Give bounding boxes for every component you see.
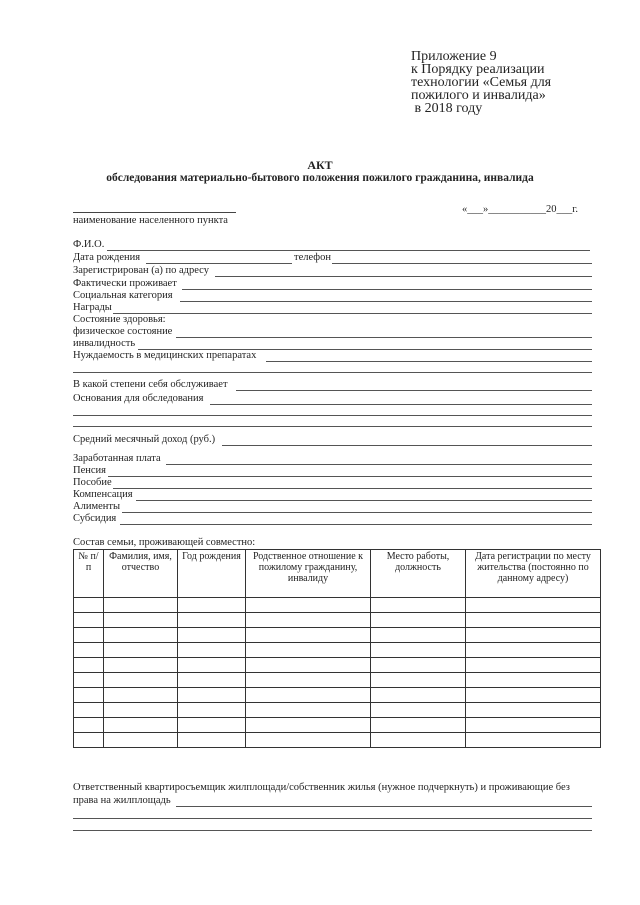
appendix-note: [411, 50, 551, 115]
table-cell[interactable]: [74, 673, 104, 688]
table-cell[interactable]: [74, 688, 104, 703]
column-header-name: Фамилия, имя, отчество: [104, 550, 178, 598]
medication-need-label: Нуждаемость в медицинских препаратах: [73, 350, 257, 361]
alimony-label: Алименты: [73, 501, 121, 512]
birth-date-label: Дата рождения: [73, 252, 141, 263]
physical-state-input-line[interactable]: [176, 337, 592, 338]
locality-input-line[interactable]: [73, 212, 236, 213]
table-cell[interactable]: [104, 703, 178, 718]
table-cell[interactable]: [74, 643, 104, 658]
table-row: [74, 688, 601, 703]
column-header-relation: Родственное отношение к пожилому гражданину, инвалиду: [246, 550, 371, 598]
salary-input-line[interactable]: [166, 464, 592, 465]
fio-input-line[interactable]: [107, 250, 590, 251]
table-cell[interactable]: [104, 613, 178, 628]
avg-income-label: Средний месячный доход (руб.): [73, 434, 216, 445]
table-cell[interactable]: [74, 613, 104, 628]
fio-label: Ф.И.О.: [73, 239, 105, 250]
survey-grounds-extra-line[interactable]: [73, 415, 592, 416]
table-cell[interactable]: [246, 733, 371, 748]
column-header-birth-year: Год рождения: [178, 550, 246, 598]
table-cell[interactable]: [104, 673, 178, 688]
pension-label: Пенсия: [73, 465, 106, 476]
salary-label: Заработанная плата: [73, 453, 161, 464]
table-cell[interactable]: [466, 658, 601, 673]
table-cell[interactable]: [178, 613, 246, 628]
registered-label: Зарегистрирован (а) по адресу: [73, 265, 209, 276]
column-header-registration-date: Дата регистрации по месту жительства (постоянно по данному адресу): [466, 550, 601, 598]
table-cell[interactable]: [246, 673, 371, 688]
disability-label: инвалидность: [73, 338, 136, 349]
table-cell[interactable]: [466, 613, 601, 628]
table-cell[interactable]: [466, 598, 601, 613]
table-cell[interactable]: [178, 718, 246, 733]
actual-residence-input-line[interactable]: [182, 289, 592, 290]
appendix-line: пожилого и инвалида»: [411, 88, 546, 103]
table-cell[interactable]: [178, 688, 246, 703]
table-cell[interactable]: [74, 598, 104, 613]
locality-caption: наименование населенного пункта: [73, 215, 228, 226]
table-row: [74, 598, 601, 613]
table-cell[interactable]: [466, 718, 601, 733]
appendix-line: в 2018 году: [411, 101, 483, 116]
compensation-label: Компенсация: [73, 489, 133, 500]
table-cell[interactable]: [104, 688, 178, 703]
table-cell[interactable]: [466, 703, 601, 718]
appendix-line: технологии «Семья для: [411, 75, 552, 90]
document-title: АКТ: [307, 158, 333, 172]
table-cell[interactable]: [178, 628, 246, 643]
table-cell[interactable]: [104, 598, 178, 613]
subsidy-input-line[interactable]: [120, 524, 592, 525]
table-cell[interactable]: [371, 703, 466, 718]
table-cell[interactable]: [371, 613, 466, 628]
allowance-label: Пособие: [73, 477, 112, 488]
table-cell[interactable]: [246, 613, 371, 628]
table-row: [74, 718, 601, 733]
table-cell[interactable]: [74, 628, 104, 643]
table-cell[interactable]: [246, 718, 371, 733]
medication-need-extra-line[interactable]: [73, 372, 592, 373]
awards-label: Награды: [73, 302, 112, 313]
phone-input-line[interactable]: [332, 263, 592, 264]
table-row: [74, 658, 601, 673]
table-cell[interactable]: [371, 628, 466, 643]
table-cell[interactable]: [466, 643, 601, 658]
table-cell[interactable]: [178, 598, 246, 613]
table-cell[interactable]: [104, 658, 178, 673]
table-cell[interactable]: [466, 688, 601, 703]
table-cell[interactable]: [74, 733, 104, 748]
medication-need-input-line[interactable]: [266, 361, 592, 362]
responsible-input-line[interactable]: [176, 806, 592, 807]
table-row: [74, 673, 601, 688]
table-row: [74, 733, 601, 748]
table-cell[interactable]: [74, 658, 104, 673]
appendix-line: Приложение 9: [411, 49, 497, 64]
table-cell[interactable]: [178, 643, 246, 658]
responsible-extra-line[interactable]: [73, 818, 592, 819]
health-state-label: Состояние здоровья:: [73, 314, 166, 325]
table-cell[interactable]: [466, 673, 601, 688]
table-cell[interactable]: [246, 598, 371, 613]
date-field[interactable]: «___»___________20___г.: [462, 204, 578, 215]
actual-residence-label: Фактически проживает: [73, 278, 177, 289]
alimony-input-line[interactable]: [122, 512, 592, 513]
table-cell[interactable]: [246, 688, 371, 703]
table-cell[interactable]: [246, 643, 371, 658]
table-cell[interactable]: [178, 733, 246, 748]
table-cell[interactable]: [178, 703, 246, 718]
survey-grounds-extra-line[interactable]: [73, 426, 592, 427]
social-category-label: Социальная категория: [73, 290, 173, 301]
self-care-label: В какой степени себя обслуживает: [73, 379, 228, 390]
table-cell[interactable]: [178, 658, 246, 673]
responsible-line-2: права на жилплощадь: [73, 795, 171, 806]
table-row: [74, 643, 601, 658]
table-cell[interactable]: [371, 658, 466, 673]
table-cell[interactable]: [371, 718, 466, 733]
table-cell[interactable]: [466, 628, 601, 643]
family-table: [73, 549, 601, 748]
table-cell[interactable]: [246, 628, 371, 643]
table-cell[interactable]: [104, 628, 178, 643]
table-cell[interactable]: [371, 673, 466, 688]
survey-grounds-label: Основания для обследования: [73, 393, 204, 404]
social-category-input-line[interactable]: [180, 301, 592, 302]
table-cell[interactable]: [246, 658, 371, 673]
pension-input-line[interactable]: [108, 476, 592, 477]
table-row: [74, 703, 601, 718]
compensation-input-line[interactable]: [136, 500, 592, 501]
column-header-workplace: Место работы, должность: [371, 550, 466, 598]
table-cell[interactable]: [246, 703, 371, 718]
awards-input-line[interactable]: [113, 313, 592, 314]
allowance-input-line[interactable]: [113, 488, 592, 489]
document-subtitle: обследования материально-бытового положения пожилого гражданина, инвалида: [106, 172, 534, 184]
table-cell[interactable]: [104, 718, 178, 733]
table-cell[interactable]: [74, 718, 104, 733]
registered-input-line[interactable]: [215, 276, 592, 277]
table-cell[interactable]: [104, 733, 178, 748]
column-header-number: № п/п: [74, 550, 104, 598]
appendix-line: к Порядку реализации: [411, 62, 545, 77]
survey-grounds-input-line[interactable]: [210, 404, 592, 405]
table-cell[interactable]: [466, 733, 601, 748]
avg-income-input-line[interactable]: [222, 445, 592, 446]
self-care-input-line[interactable]: [236, 390, 592, 391]
table-cell[interactable]: [371, 643, 466, 658]
table-cell[interactable]: [74, 703, 104, 718]
family-caption: Состав семьи, проживающей совместно:: [73, 537, 256, 548]
physical-state-label: физическое состояние: [73, 326, 173, 337]
family-table-header: [74, 550, 601, 598]
subsidy-label: Субсидия: [73, 513, 117, 524]
phone-label: телефон: [294, 252, 331, 263]
responsible-line-1: Ответственный квартиросъемщик жилплощади/собственник жилья (нужное подчеркнуть) и проживающие без: [73, 782, 570, 793]
responsible-extra-line[interactable]: [73, 830, 592, 831]
table-cell[interactable]: [104, 643, 178, 658]
table-row: [74, 628, 601, 643]
table-cell[interactable]: [178, 673, 246, 688]
table-cell[interactable]: [371, 598, 466, 613]
birth-date-input-line[interactable]: [146, 263, 292, 264]
table-cell[interactable]: [371, 733, 466, 748]
table-row: [74, 613, 601, 628]
table-cell[interactable]: [371, 688, 466, 703]
